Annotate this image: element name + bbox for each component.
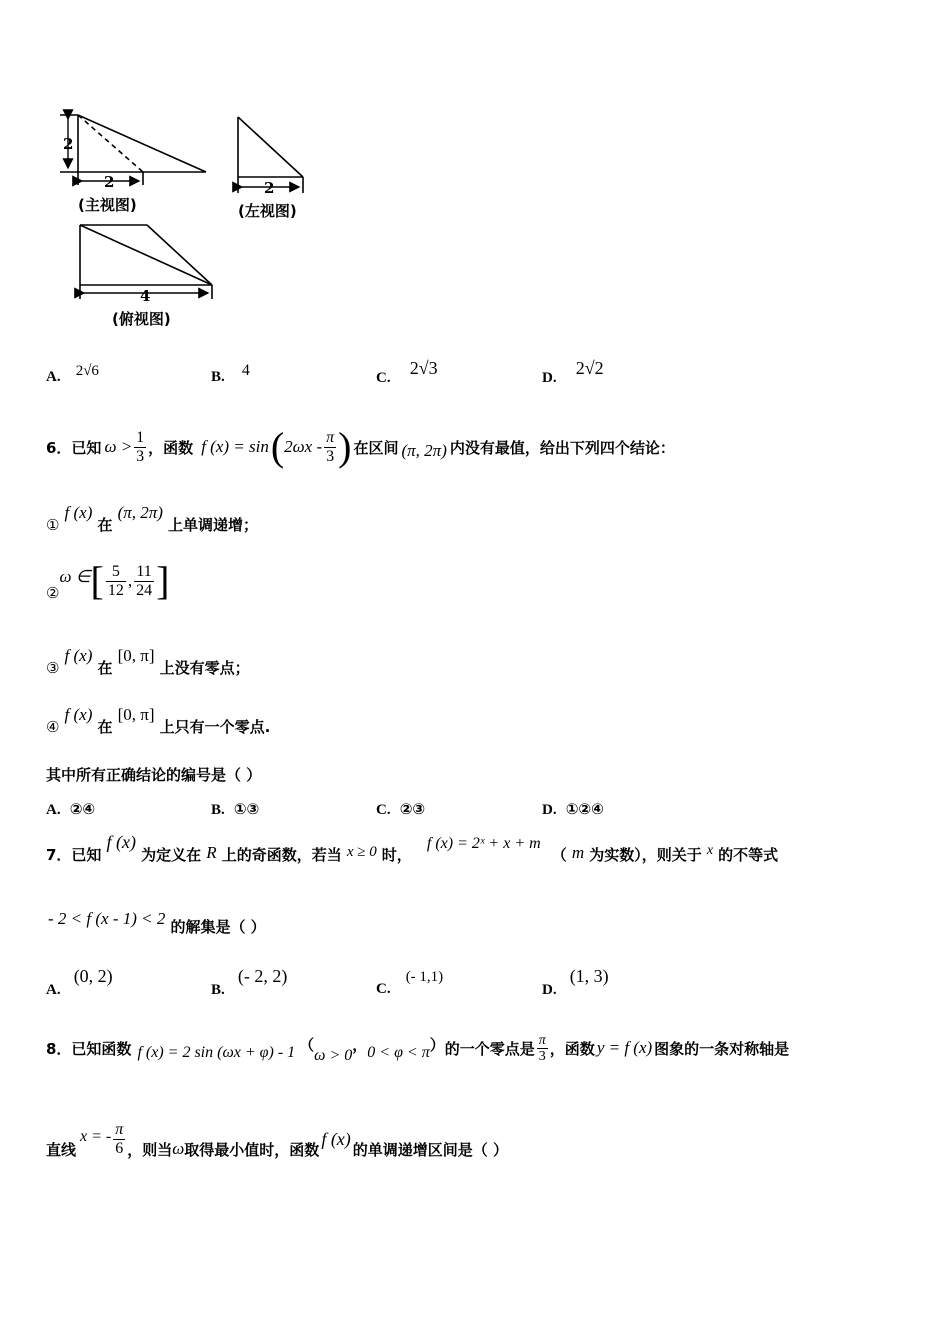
q5-option-c[interactable] (376, 358, 438, 387)
option-value: ②④ (69, 800, 96, 818)
option-value: (0, 2) (73, 966, 113, 986)
q7-t6: 的不等式 (718, 846, 779, 864)
q7-option-a[interactable] (46, 966, 113, 998)
option-label: A. (46, 802, 61, 818)
q8-stem-line-1 (46, 1026, 789, 1070)
q7-cond: x ≥ 0 (346, 844, 377, 860)
q6-stem (46, 424, 675, 470)
q6-question: 其中所有正确结论的编号是（ ） (46, 766, 262, 784)
option-label: B. (211, 982, 225, 998)
q6-frac-one-third: $\frac{1}{3}$ (136, 428, 145, 465)
q6-conclusion-1 (46, 502, 259, 534)
q8-x-eq: x = - (80, 1128, 112, 1145)
q6-text-tail: 内没有最值，给出下列四个结论： (449, 438, 675, 457)
q6-option-b[interactable] (211, 799, 259, 819)
q8-stem-line-2 (46, 1116, 508, 1162)
q6-omega-cond: ω > (104, 437, 133, 456)
q8-omega: ω (172, 1139, 185, 1158)
q8-fx2: f (x) (321, 1128, 351, 1149)
c2-bracket-open: [ (90, 558, 104, 603)
option-label: C. (376, 981, 391, 997)
q8-y-eq: y = f (x) (596, 1038, 653, 1057)
q8-t6: 取得最小值时，函数 (184, 1140, 320, 1159)
option-label: A. (46, 369, 61, 385)
c1-zai: 在 (97, 516, 113, 534)
q7-fx: f (x) (106, 832, 137, 852)
q7-option-c[interactable] (376, 966, 444, 997)
front-view-caption: (主视图) (78, 196, 137, 214)
q8-t5: ，则当 (127, 1140, 173, 1159)
q5-option-a[interactable] (46, 363, 99, 386)
option-label: C. (376, 802, 391, 818)
c2-comma: , (127, 571, 133, 590)
q8-t3: 图象的一条对称轴是 (654, 1039, 790, 1058)
c4-text: 上只有一个零点. (159, 718, 271, 736)
c3-zai: 在 (97, 659, 113, 677)
option-value: 4 (241, 362, 250, 379)
q7-option-b[interactable] (211, 966, 288, 998)
q7-x: x (706, 843, 714, 858)
q6-interval: (π, 2π) (401, 441, 447, 460)
option-label: B. (211, 802, 225, 818)
c4-interval: [0, π] (117, 705, 155, 724)
q8-t2: ，函数 (549, 1039, 595, 1058)
q7-R: R (206, 843, 217, 862)
q8-number: 8．已知函数 (46, 1039, 132, 1058)
side-width-label: 2 (264, 179, 275, 197)
q6-conclusion-3 (46, 645, 250, 677)
q6-frac-pi-3: $\frac{\pi}{3}$ (326, 428, 335, 465)
option-label: B. (211, 369, 225, 385)
q8-cond-omega: ω > 0 (314, 1047, 353, 1064)
q6-conclusion-4 (46, 704, 271, 736)
q5-option-b[interactable] (211, 362, 250, 386)
option-value: ②③ (399, 800, 426, 818)
option-label: A. (46, 982, 61, 998)
top-width-label: 4 (140, 287, 151, 305)
c3-fx: f (x) (64, 646, 93, 665)
q6-text-interval: 在区间 (353, 438, 399, 457)
option-label: C. (376, 370, 391, 386)
option-value: (- 1,1) (405, 969, 444, 985)
q8-frac-pi-6: $\frac{\pi}{6}$ (115, 1120, 124, 1157)
q7-inequality: - 2 < f (x - 1) < 2 (48, 909, 166, 928)
front-height-label: 2 (63, 135, 74, 153)
c3-interval: [0, π] (117, 646, 155, 665)
q8-fx: f (x) = 2 sin (ωx + φ) - 1 (137, 1044, 296, 1061)
q6-bracket-close: ) (338, 424, 352, 469)
option-label: D. (542, 802, 557, 818)
q6-text-func: ，函数 (148, 438, 194, 457)
c2-bracket-close: ] (156, 558, 170, 603)
side-view-caption: (左视图) (238, 202, 297, 220)
q7-option-d[interactable] (542, 966, 609, 998)
q8-t7: 的单调递增区间是（ ） (352, 1140, 509, 1159)
option-value: ①②④ (565, 800, 604, 818)
option-value: ①③ (233, 800, 260, 818)
option-value: 2√3 (409, 358, 438, 378)
q6-conclusion-2 (46, 558, 170, 603)
q8-t4: 直线 (46, 1140, 77, 1159)
front-view (60, 115, 206, 185)
circle-mark-3: ③ (46, 659, 60, 677)
q6-bracket-open: ( (270, 424, 285, 469)
q8-paren-open: （ (299, 1035, 315, 1054)
three-view-figure (40, 105, 330, 340)
q6-fx: f (x) = sin (201, 437, 269, 456)
c4-fx: f (x) (64, 705, 93, 724)
q7-t4: （ (551, 846, 567, 864)
circle-mark-1: ① (46, 516, 60, 534)
front-width-label: 2 (104, 173, 115, 191)
q7-expr: f (x) = 2ˣ + x + m (426, 835, 541, 852)
c2-frac-11-24: $\frac{11}{24}$ (136, 562, 153, 599)
q7-number: 7．已知 (46, 846, 102, 864)
option-value: (- 2, 2) (237, 966, 288, 986)
q8-t1: 的一个零点是 (444, 1039, 535, 1058)
q8-frac-pi-3: $\frac{\pi}{3}$ (538, 1032, 546, 1064)
c1-fx: f (x) (64, 503, 93, 522)
q6-inner: 2ωx - (284, 437, 323, 456)
c1-text: 上单调递增； (168, 516, 259, 534)
q8-paren-close: ） (429, 1035, 445, 1054)
q6-option-c[interactable] (376, 799, 425, 819)
q7-stem-line-1 (46, 832, 779, 864)
c4-zai: 在 (97, 718, 113, 736)
c1-interval: (π, 2π) (117, 503, 163, 522)
option-value: 2√6 (75, 363, 99, 379)
q6-option-d[interactable] (542, 799, 604, 819)
c2-frac-5-12: $\frac{5}{12}$ (107, 562, 124, 599)
circle-mark-4: ④ (46, 718, 60, 736)
q7-t2: 上的奇函数，若当 (221, 846, 342, 864)
q8-comma: ， (352, 1035, 368, 1054)
top-view-caption: (俯视图) (112, 310, 171, 328)
q7-t7: 的解集是（ ） (170, 918, 266, 936)
option-label: D. (542, 982, 557, 998)
q6-number: 6．已知 (46, 438, 102, 457)
option-label: D. (542, 370, 557, 386)
c3-text: 上没有零点； (159, 659, 250, 677)
q7-t1: 为定义在 (141, 846, 202, 864)
q6-option-a[interactable] (46, 799, 95, 819)
q7-m: m (571, 843, 585, 862)
q7-t5: 为实数），则关于 (589, 846, 702, 864)
circle-mark-2: ② (46, 584, 60, 602)
q5-option-d[interactable] (542, 358, 604, 387)
c2-omega: ω ∈ (59, 567, 91, 586)
q7-t3: 时， (381, 846, 412, 864)
q7-stem-line-2 (48, 908, 266, 936)
option-value: 2√2 (575, 358, 604, 378)
option-value: (1, 3) (569, 966, 609, 986)
q8-cond-phi: 0 < φ < π (367, 1044, 430, 1061)
